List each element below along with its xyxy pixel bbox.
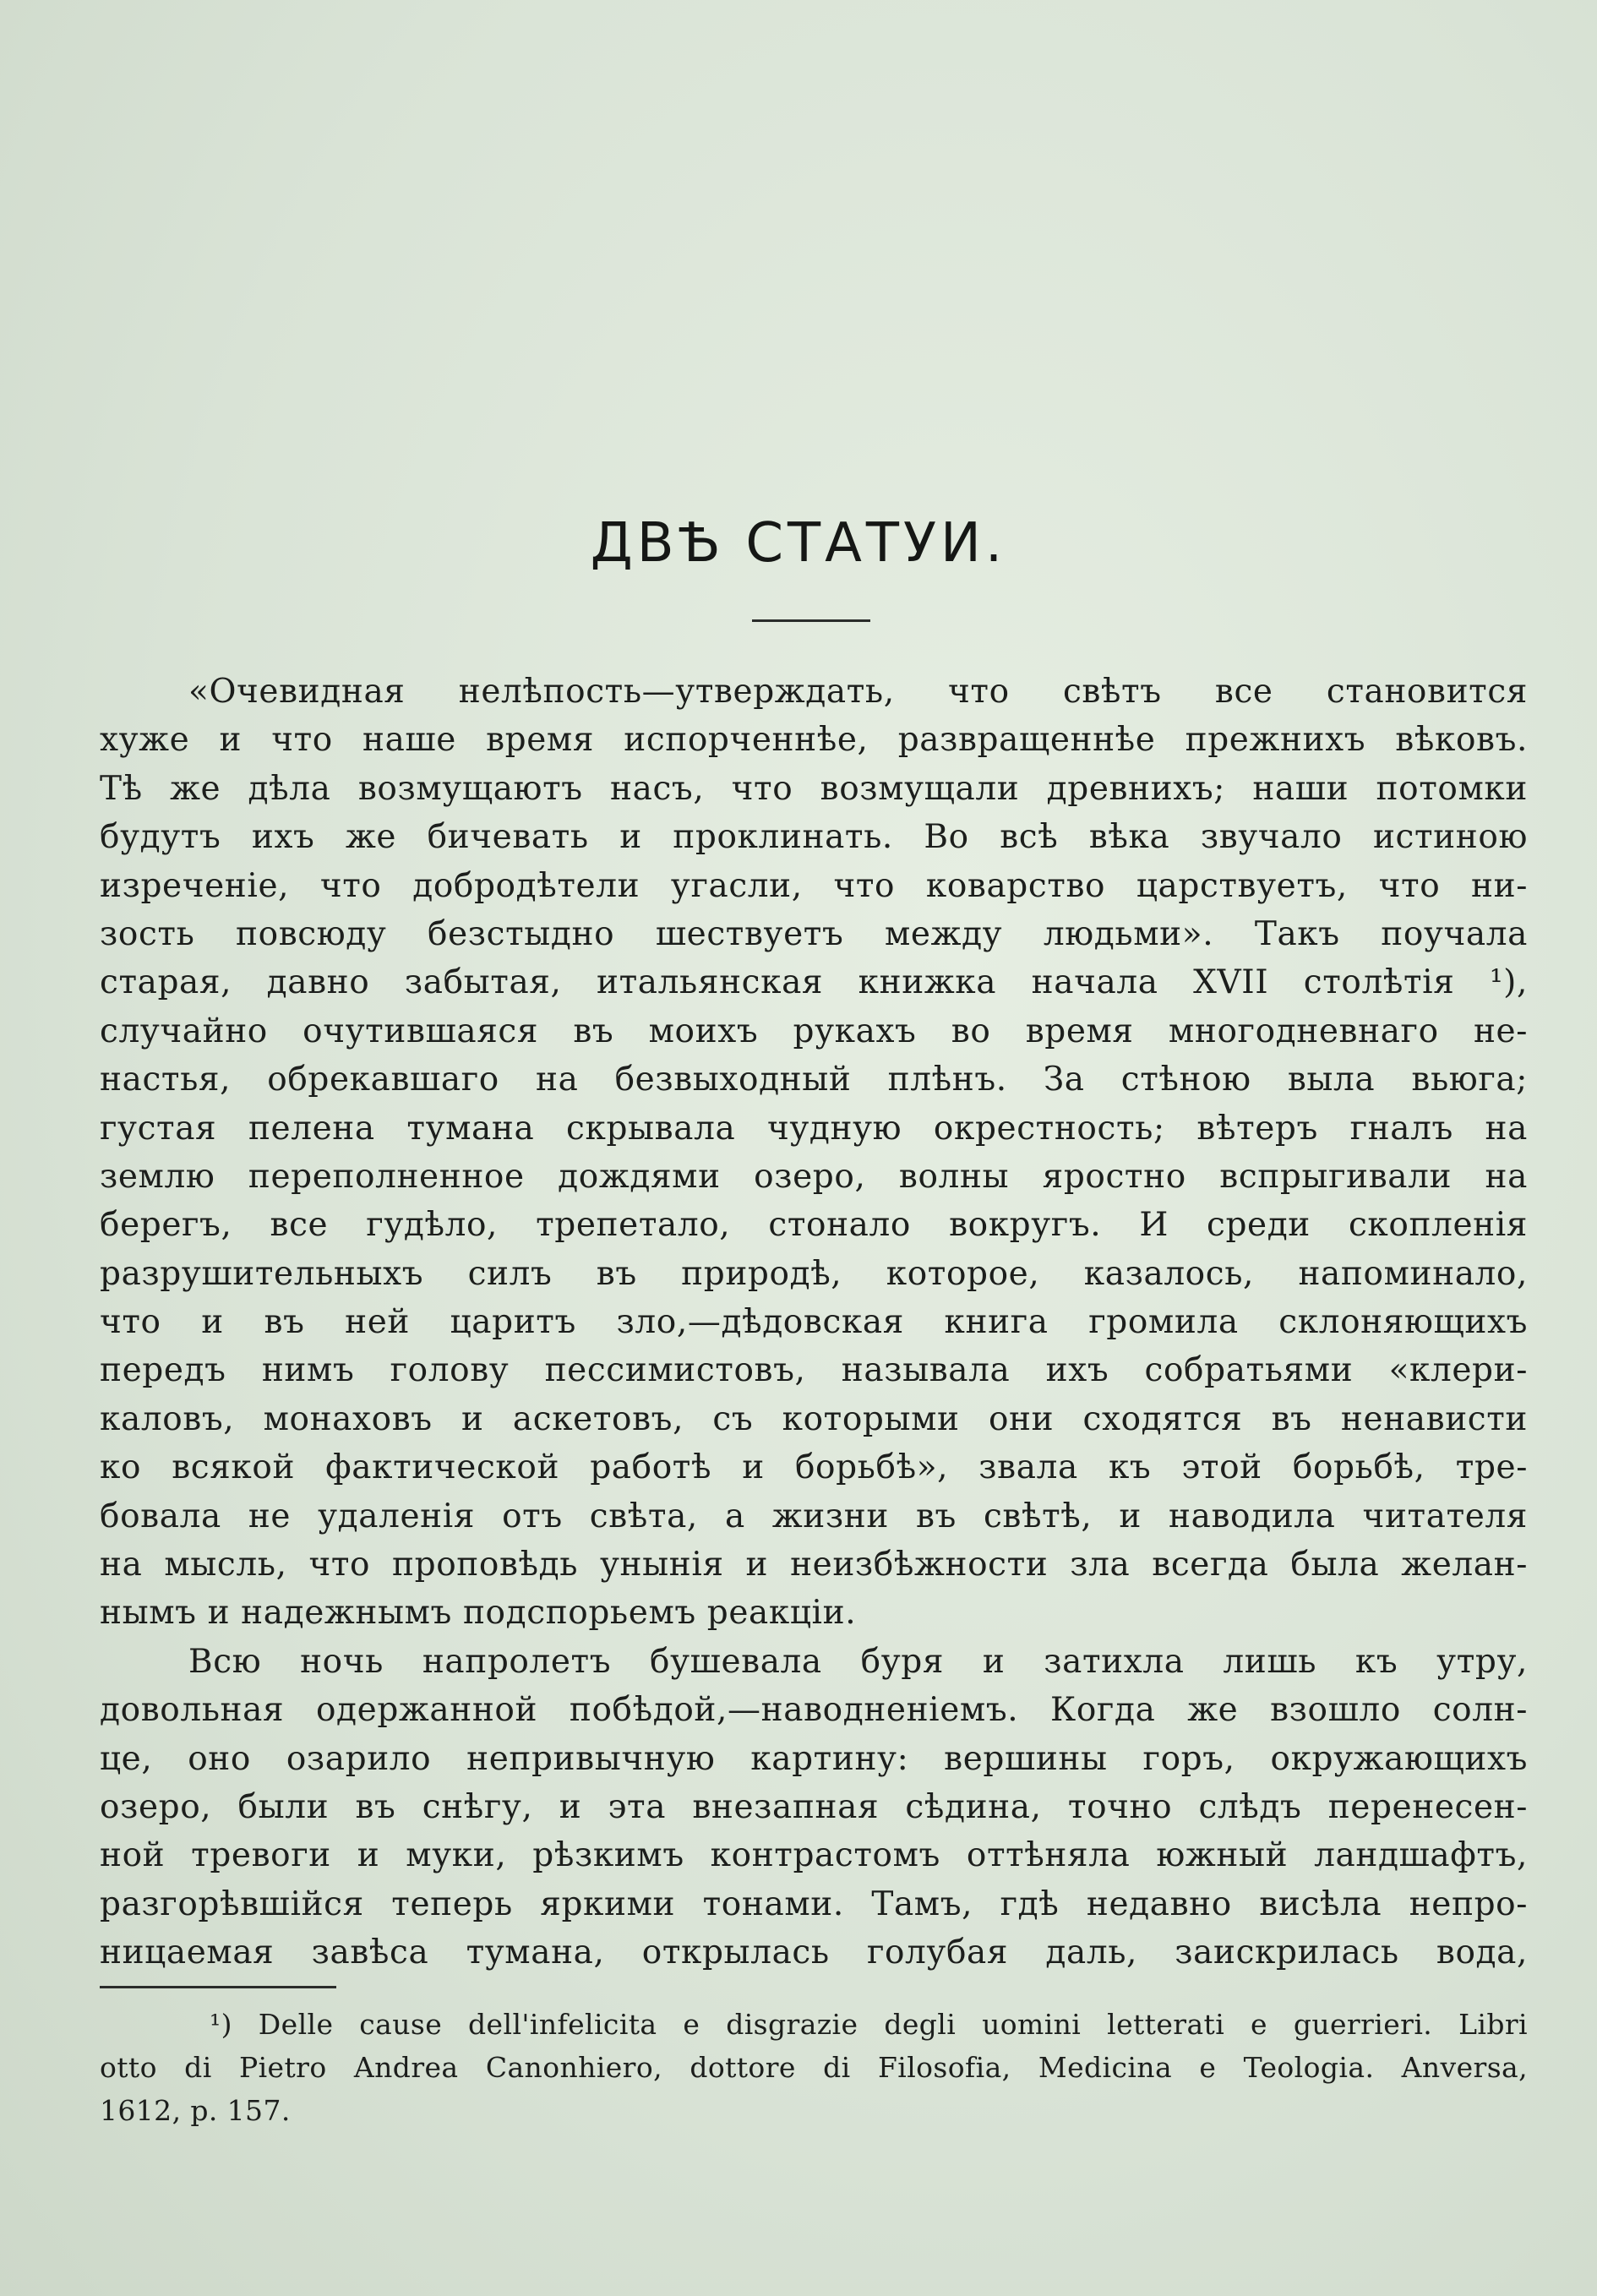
text-line: настья, обрекавшаго на безвыходный плѣнъ. За стѣною выла вьюга; xyxy=(100,1061,1528,1099)
text-line: случайно очутившаяся въ моихъ рукахъ во время многодневнаго не- xyxy=(100,1012,1528,1050)
text-line: разрушительныхъ силъ въ природѣ, которое, казалось, напоминало, xyxy=(100,1254,1528,1293)
text-line: довольная одержанной побѣдой,—наводненіемъ. Когда же взошло солн- xyxy=(100,1691,1528,1730)
text-line: ницаемая завѣса тумана, открылась голубая даль, заискрилась вода, xyxy=(100,1933,1528,1972)
text-line: землю переполненное дождями озеро, волны яростно вспрыгивали на xyxy=(100,1157,1528,1196)
text-line: густая пелена тумана скрывала чудную окрестность; вѣтеръ гналъ на xyxy=(100,1109,1528,1148)
text-line: передъ нимъ голову пессимистовъ, называла ихъ собратьями «клери- xyxy=(100,1351,1528,1390)
text-line: «Очевидная нелѣпость—утверждать, что свѣтъ все становится xyxy=(188,673,1528,711)
text-line: ной тревоги и муки, рѣзкимъ контрастомъ оттѣняла южный ландшафтъ, xyxy=(100,1836,1528,1875)
text-line: Всю ночь напролетъ бушевала буря и затихла лишь къ утру, xyxy=(188,1642,1528,1681)
text-line: старая, давно забытая, итальянская книжка начала XVII столѣтія ¹), xyxy=(100,963,1528,1002)
footnote-line: 1612, p. 157. xyxy=(100,2094,291,2127)
footnote-rule xyxy=(100,1986,336,1988)
text-line: будутъ ихъ же бичевать и проклинать. Во всѣ вѣка звучало истиною xyxy=(100,818,1528,857)
text-line: изреченіе, что добродѣтели угасли, что коварство царствуетъ, что ни- xyxy=(100,866,1528,905)
text-line: бовала не удаленія отъ свѣта, а жизни въ свѣтѣ, и наводила читателя xyxy=(100,1497,1528,1535)
text-line: берегъ, все гудѣло, трепетало, стонало вокругъ. И среди скопленія xyxy=(100,1206,1528,1245)
text-line: каловъ, монаховъ и аскетовъ, съ которыми они сходятся въ ненависти xyxy=(100,1399,1528,1438)
page-title: ДВѢ СТАТУИ. xyxy=(590,512,1007,575)
text-line: зость повсюду безстыдно шествуетъ между людьми». Такъ поучала xyxy=(100,914,1528,953)
title-rule xyxy=(752,619,870,622)
text-line: разгорѣвшійся теперь яркими тонами. Тамъ, гдѣ недавно висѣла непро- xyxy=(100,1884,1528,1923)
text-line: хуже и что наше время испорченнѣе, развращеннѣе прежнихъ вѣковъ. xyxy=(100,721,1528,760)
text-line: ко всякой фактической работѣ и борьбѣ», звала къ этой борьбѣ, тре- xyxy=(100,1448,1528,1487)
footnote xyxy=(100,2003,1528,2132)
text-line: на мысль, что проповѣдь унынія и неизбѣжности зла всегда была желан- xyxy=(100,1546,1528,1584)
text-line: озеро, были въ снѣгу, и эта внезапная сѣдина, точно слѣдъ перенесен- xyxy=(100,1787,1528,1826)
text-line: Тѣ же дѣла возмущаютъ насъ, что возмущали древнихъ; наши потомки xyxy=(100,769,1528,808)
main-text xyxy=(100,668,1528,1977)
text-line: нымъ и надежнымъ подспорьемъ реакціи. xyxy=(100,1594,857,1633)
footnote-line: otto di Pietro Andrea Canonhiero, dottore di Filosofia, Medicina e Teologia. Anversa, xyxy=(100,2051,1528,2084)
text-line: что и въ ней царитъ зло,—дѣдовская книга громила склоняющихъ xyxy=(100,1303,1528,1342)
text-line: це, оно озарило непривычную картину: вершины горъ, окружающихъ xyxy=(100,1739,1528,1778)
footnote-line: ¹) Delle cause dell'infelicita e disgrazie degli uomini letterati e guerrieri. Libri xyxy=(210,2008,1528,2041)
